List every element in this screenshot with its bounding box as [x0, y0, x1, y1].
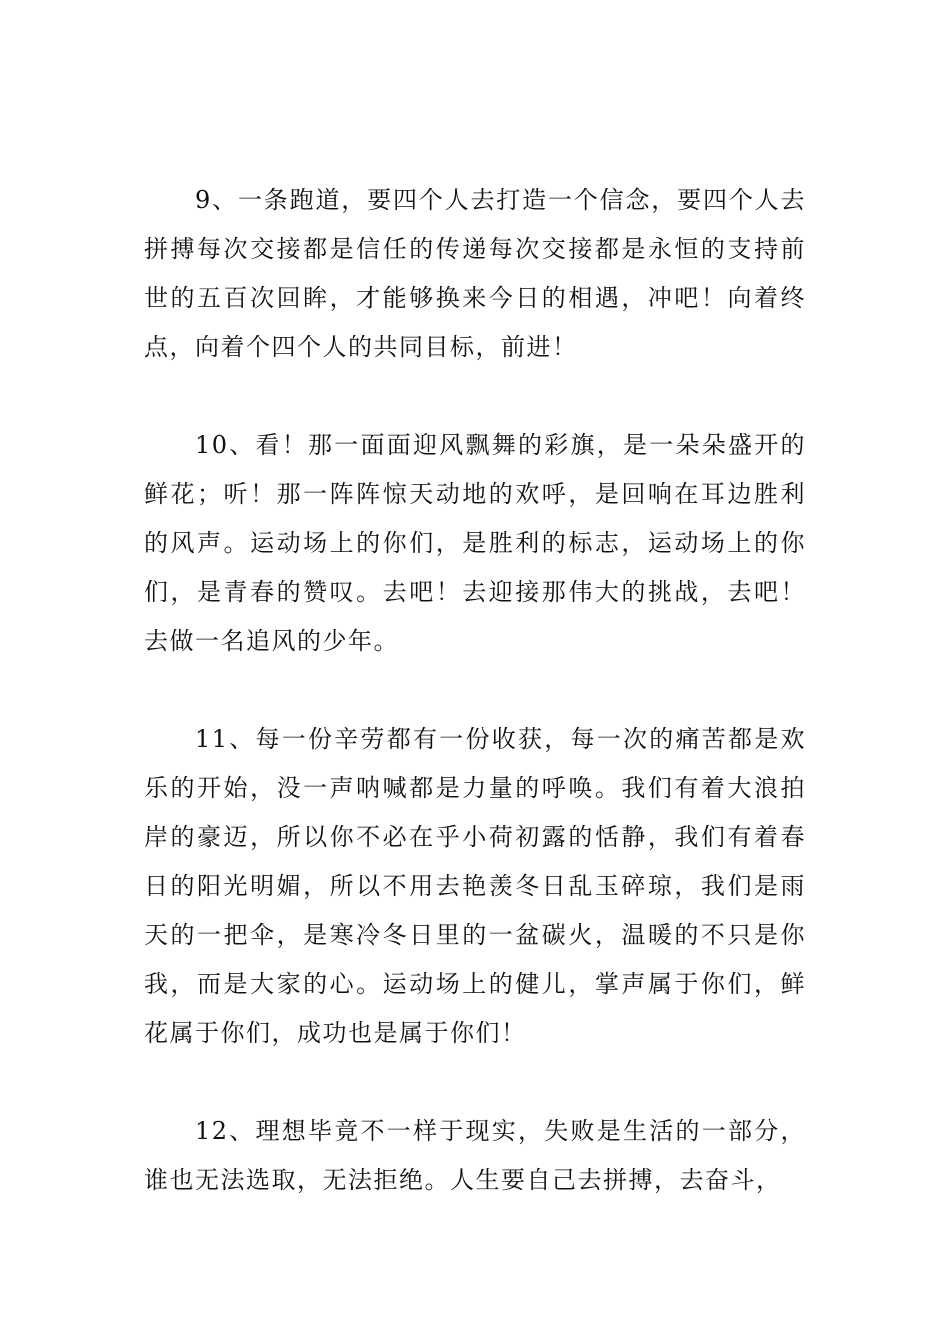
paragraph-12: 12、理想毕竟不一样于现实，失败是生活的一部分，谁也无法选取，无法拒绝。人生要自己去拼搏，去奋斗， [144, 1117, 806, 1194]
paragraph-10: 10、看！那一面面迎风飘舞的彩旗，是一朵朵盛开的鲜花；听！那一阵阵惊天动地的欢呼，是回响在耳边胜利的风声。运动场上的你们，是胜利的标志，运动场上的你们，是青春的赞叹。去吧！去迎接那伟大的挑战，去吧！去做一名追风的少年。 [144, 431, 806, 655]
document-body [144, 176, 806, 1205]
paragraph-spacer [144, 666, 806, 715]
paragraph-11: 11、每一份辛劳都有一份收获，每一次的痛苦都是欢乐的开始，没一声呐喊都是力量的呼唤。我们有着大浪拍岸的豪迈，所以你不必在乎小荷初露的恬静，我们有着春日的阳光明媚，所以不用去艳羡冬日乱玉碎琼，我们是雨天的一把伞，是寒冷冬日里的一盆碳火，温暖的不只是你我，而是大家的心。运动场上的健儿，掌声属于你们，鲜花属于你们，成功也是属于你们！ [144, 725, 806, 1047]
paragraph-spacer [144, 1058, 806, 1107]
paragraph-9: 9、一条跑道，要四个人去打造一个信念，要四个人去拼搏每次交接都是信任的传递每次交接都是永恒的支持前世的五百次回眸，才能够换来今日的相遇，冲吧！向着终点，向着个四个人的共同目标，前进！ [144, 186, 806, 361]
paragraph-spacer [144, 372, 806, 421]
